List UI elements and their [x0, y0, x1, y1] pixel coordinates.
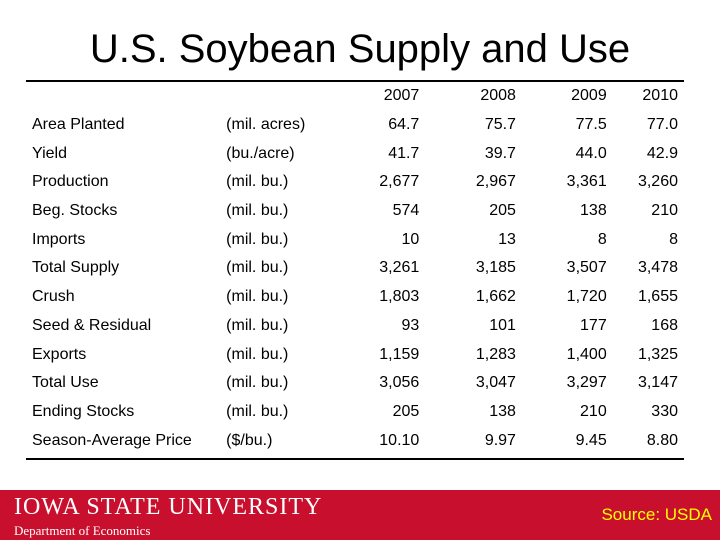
- value-cell: 3,147: [637, 374, 678, 392]
- value-cell: 41.7: [388, 144, 420, 162]
- value-cell: 93: [401, 316, 420, 334]
- row-label: Crush: [32, 288, 75, 306]
- value-cell: 574: [392, 202, 420, 220]
- value-cell: 8.80: [646, 431, 678, 449]
- value-cell: 2,677: [379, 173, 420, 191]
- row-unit: (bu./acre): [226, 144, 295, 162]
- value-cell: 1,803: [379, 288, 420, 306]
- value-cell: 210: [580, 402, 607, 420]
- row-unit: (mil. bu.): [226, 202, 289, 220]
- row-label: Total Supply: [32, 259, 120, 277]
- table-header-row: [26, 82, 684, 111]
- row-unit: (mil. bu.): [226, 173, 289, 191]
- header-year: 2008: [480, 87, 516, 105]
- value-cell: 205: [489, 202, 516, 220]
- row-label: Exports: [32, 345, 87, 363]
- header-year: 2007: [383, 87, 420, 105]
- value-cell: 101: [489, 316, 516, 334]
- row-unit: ($/bu.): [226, 431, 273, 449]
- value-cell: 42.9: [646, 144, 678, 162]
- department-name: Department of Economics: [14, 523, 151, 538]
- value-cell: 3,478: [637, 259, 678, 277]
- table-row: [26, 369, 684, 398]
- value-cell: 1,662: [475, 288, 516, 306]
- value-cell: 1,283: [475, 345, 516, 363]
- supply-use-table: [26, 82, 684, 455]
- value-cell: 1,159: [379, 345, 420, 363]
- value-cell: 3,261: [379, 259, 420, 277]
- footer-bar: [0, 490, 720, 540]
- value-cell: 39.7: [484, 144, 516, 162]
- table-row: [26, 312, 684, 341]
- row-unit: (mil. bu.): [226, 374, 289, 392]
- row-unit: (mil. bu.): [226, 259, 289, 277]
- row-label: Seed & Residual: [32, 316, 152, 334]
- row-label: Imports: [32, 230, 86, 248]
- university-logo: IOWA STATE UNIVERSITY: [14, 494, 323, 520]
- row-label: Beg. Stocks: [32, 202, 118, 220]
- value-cell: 1,400: [566, 345, 607, 363]
- value-cell: 3,056: [379, 374, 420, 392]
- row-label: Ending Stocks: [32, 402, 135, 420]
- value-cell: 205: [392, 402, 420, 420]
- table-row: [26, 225, 684, 254]
- row-label: Area Planted: [32, 116, 125, 134]
- row-unit: (mil. bu.): [226, 288, 289, 306]
- value-cell: 13: [498, 230, 516, 248]
- value-cell: 9.97: [484, 431, 516, 449]
- table-row: [26, 139, 684, 168]
- table-row: [26, 398, 684, 427]
- table-row: [26, 111, 684, 140]
- table-row: [26, 254, 684, 283]
- value-cell: 2,967: [475, 173, 516, 191]
- table-bottom-rule: [26, 458, 684, 460]
- table-row: [26, 197, 684, 226]
- value-cell: 77.0: [646, 116, 678, 134]
- value-cell: 3,185: [475, 259, 516, 277]
- value-cell: 3,361: [566, 173, 607, 191]
- table-row: [26, 340, 684, 369]
- value-cell: 3,047: [475, 374, 516, 392]
- value-cell: 1,655: [637, 288, 678, 306]
- value-cell: 3,507: [566, 259, 607, 277]
- value-cell: 3,260: [637, 173, 678, 191]
- row-unit: (mil. bu.): [226, 345, 289, 363]
- value-cell: 210: [651, 202, 678, 220]
- value-cell: 168: [651, 316, 678, 334]
- value-cell: 44.0: [575, 144, 607, 162]
- value-cell: 1,325: [637, 345, 678, 363]
- value-cell: 330: [651, 402, 678, 420]
- row-label: Yield: [32, 144, 67, 162]
- source-note: Source: USDA: [601, 505, 712, 524]
- header-unit-cell: [226, 82, 345, 111]
- row-unit: (mil. bu.): [226, 316, 289, 334]
- value-cell: 10.10: [379, 431, 420, 449]
- value-cell: 138: [580, 202, 607, 220]
- slide-title: U.S. Soybean Supply and Use: [89, 27, 631, 71]
- row-unit: (mil. bu.): [226, 402, 289, 420]
- value-cell: 1,720: [566, 288, 607, 306]
- value-cell: 8: [597, 230, 607, 248]
- table-row: [26, 168, 684, 197]
- value-cell: 177: [580, 316, 607, 334]
- row-unit: (mil. bu.): [226, 230, 289, 248]
- value-cell: 8: [669, 230, 678, 248]
- header-label-cell: [26, 82, 226, 111]
- value-cell: 75.7: [484, 116, 516, 134]
- row-label: Total Use: [32, 374, 99, 392]
- row-unit: (mil. acres): [226, 116, 306, 134]
- row-label: Production: [32, 173, 109, 191]
- value-cell: 10: [401, 230, 420, 248]
- table-row: [26, 283, 684, 312]
- value-cell: 64.7: [388, 116, 420, 134]
- value-cell: 138: [489, 402, 516, 420]
- value-cell: 77.5: [575, 116, 607, 134]
- header-year: 2010: [642, 87, 678, 105]
- header-year: 2009: [571, 87, 607, 105]
- row-label: Season-Average Price: [32, 431, 192, 449]
- value-cell: 9.45: [575, 431, 607, 449]
- value-cell: 3,297: [566, 374, 607, 392]
- table-row: [26, 426, 684, 455]
